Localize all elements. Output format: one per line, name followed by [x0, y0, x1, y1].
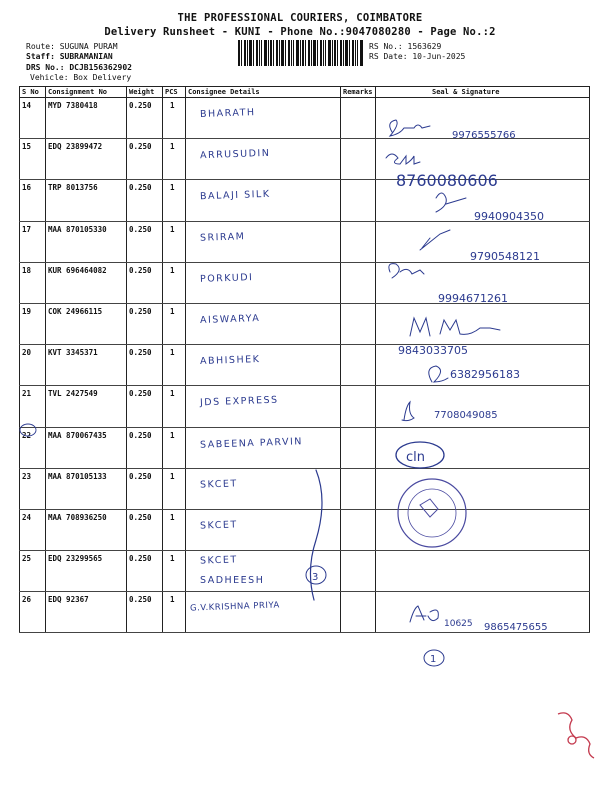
row-weight: 0.250: [129, 554, 152, 564]
col-remarks: Remarks: [341, 87, 376, 98]
row-weight: 0.250: [129, 306, 152, 316]
phone-16: 9940904350: [474, 210, 544, 223]
table-row: [20, 98, 590, 139]
row-consignee: G.V.KRISHNA PRIYA: [189, 600, 280, 614]
row-sno: 25: [22, 554, 32, 564]
row-consignee: ABHISHEK: [199, 354, 261, 368]
row-weight: 0.250: [129, 389, 152, 399]
row-remarks: [341, 139, 376, 180]
route-value: SUGUNA PURAM: [59, 42, 118, 51]
table-row: [20, 509, 590, 550]
row-signature: [376, 345, 590, 386]
row-remarks: [341, 509, 376, 550]
row-weight: 0.250: [129, 265, 152, 275]
row-signature: [376, 427, 590, 468]
row-weight: 0.250: [129, 142, 152, 152]
row-consignment: EDQ 23899472: [48, 142, 103, 152]
row-consignee: JDS EXPRESS: [199, 394, 279, 409]
row-consignee: PORKUDI: [199, 271, 254, 285]
row-pcs: 1: [170, 142, 175, 152]
row-weight: 0.250: [129, 512, 152, 522]
row-consignment: MAA 870067435: [48, 430, 107, 440]
runsheet-title: Delivery Runsheet - KUNI - Phone No.:9047080280 - Page No.:2: [104, 26, 496, 38]
row-consignment: EDQ 92367: [48, 595, 89, 605]
row-consignment: TRP 8013756: [48, 183, 98, 193]
row-remarks: [341, 427, 376, 468]
row-consignee: ARRUSUDIN: [199, 147, 271, 162]
row-remarks: [341, 345, 376, 386]
table-row: [20, 386, 590, 427]
row-remarks: [341, 386, 376, 427]
row-signature: [376, 468, 590, 509]
row-signature: [376, 592, 590, 633]
row-sno: 18: [22, 265, 32, 275]
vehicle-line: Vehicle: Box Delivery: [30, 73, 132, 82]
row-signature: [376, 303, 590, 344]
phone-17: 9790548121: [470, 250, 540, 263]
row-pcs: 1: [170, 306, 175, 316]
table-row: [20, 468, 590, 509]
row-pcs: 1: [170, 265, 175, 275]
row-consignment: COK 24966115: [48, 306, 103, 316]
phone-19: 9843033705: [398, 344, 468, 357]
table-row: [20, 551, 590, 592]
row-sno: 22: [22, 430, 32, 440]
row-signature: [376, 180, 590, 221]
staff-line: Staff: SUBRAMANIAN: [26, 52, 113, 61]
row-consignee: SKCET: [199, 478, 238, 491]
staff-value: SUBRAMANIAN: [59, 52, 113, 61]
row-sno: 15: [22, 142, 32, 152]
row-pcs: 1: [170, 224, 175, 234]
row-weight: 0.250: [129, 595, 152, 605]
table-row: [20, 592, 590, 633]
row-consignment: KVT 3345371: [48, 348, 98, 358]
row-sno: 17: [22, 224, 32, 234]
note-26: 10625: [444, 619, 473, 629]
row-consignment: EDQ 23299565: [48, 554, 103, 564]
row-consignee: SKCET: [199, 519, 238, 532]
row-pcs: 1: [170, 512, 175, 522]
row-signature: [376, 139, 590, 180]
phone-20: 6382956183: [450, 368, 520, 381]
row-remarks: [341, 262, 376, 303]
cln-note: cln: [406, 450, 425, 465]
bracket-count: 3: [312, 572, 319, 583]
rs-no-value: 1563629: [407, 42, 442, 51]
company-name: THE PROFESSIONAL COURIERS, COIMBATORE: [177, 12, 423, 24]
row-signature: [376, 98, 590, 139]
red-stamp-mark: [558, 713, 594, 758]
vehicle-value: Box Delivery: [73, 73, 132, 82]
circle-mark: [424, 650, 444, 666]
row-remarks: [341, 180, 376, 221]
row-signature: [376, 509, 590, 550]
page-circle-number: 1: [430, 654, 437, 665]
col-consignee: Consignee Details: [186, 87, 341, 98]
row-sno: 16: [22, 183, 32, 193]
row-sno: 19: [22, 306, 32, 316]
row-weight: 0.250: [129, 430, 152, 440]
row-pcs: 1: [170, 389, 175, 399]
drs-value: DCJB156362902: [69, 63, 132, 72]
table-row: [20, 180, 590, 221]
phone-26: 9865475655: [484, 622, 548, 633]
row-consignee: SABEENA PARVIN: [199, 435, 304, 451]
row-consignment: KUR 696464082: [48, 265, 107, 275]
phone-21: 7708049085: [434, 410, 498, 421]
rs-no-line: RS No.: 1563629: [369, 42, 442, 51]
table-row: [20, 221, 590, 262]
phone-15: 8760080606: [396, 171, 498, 190]
rs-date-value: 10-Jun-2025: [412, 52, 466, 61]
row-sno: 26: [22, 595, 32, 605]
row-sno: 21: [22, 389, 32, 399]
route-line: Route: SUGUNA PURAM: [26, 42, 118, 51]
col-pcs: PCS: [163, 87, 186, 98]
row-weight: 0.250: [129, 101, 152, 110]
col-consignment: Consignment No: [46, 87, 127, 98]
row-remarks: [341, 98, 376, 139]
runsheet-table: [19, 86, 590, 633]
row-consignment: MAA 870105330: [48, 224, 107, 234]
col-signature: Seal & Signature: [376, 87, 590, 98]
row-consignment: MAA 708936250: [48, 512, 107, 522]
row-sno: 23: [22, 471, 32, 481]
row-sno: 14: [22, 101, 32, 110]
row-consignment: TVL 2427549: [48, 389, 98, 399]
row-weight: 0.250: [129, 471, 152, 481]
row-remarks: [341, 551, 376, 592]
row-consignment: MYD 7380418: [48, 101, 98, 110]
table-row: [20, 139, 590, 180]
row-weight: 0.250: [129, 348, 152, 358]
row-sno: 24: [22, 512, 32, 522]
row-pcs: 1: [170, 554, 175, 564]
row-pcs: 1: [170, 101, 175, 110]
row-signature: [376, 221, 590, 262]
row-consignment: MAA 870105133: [48, 471, 107, 481]
phone-14: 9976555766: [452, 130, 516, 141]
rs-date-line: RS Date: 10-Jun-2025: [369, 52, 466, 61]
row-remarks: [341, 303, 376, 344]
row-weight: 0.250: [129, 224, 152, 234]
row-pcs: 1: [170, 430, 175, 440]
table-row: [20, 427, 590, 468]
row-remarks: [341, 221, 376, 262]
row-consignee: AISWARYA: [199, 312, 261, 326]
phone-18: 9994671261: [438, 292, 508, 305]
row-pcs: 1: [170, 471, 175, 481]
drs-line: DRS No.: DCJB156362902: [26, 63, 132, 72]
row-sno: 20: [22, 348, 32, 358]
row-remarks: [341, 592, 376, 633]
row-signature: [376, 386, 590, 427]
row-signature: [376, 551, 590, 592]
row-weight: 0.250: [129, 183, 152, 193]
row-consignee: SKCET: [199, 554, 238, 567]
table-row: [20, 303, 590, 344]
row-consignee-second: SADHEESH: [200, 575, 265, 587]
row-consignee: BHARATH: [199, 107, 256, 120]
barcode: [238, 40, 363, 66]
row-consignee: BALAJI SILK: [199, 189, 271, 203]
row-consignee: SRIRAM: [199, 230, 246, 244]
row-pcs: 1: [170, 183, 175, 193]
table-header-row: [20, 87, 590, 98]
row-remarks: [341, 468, 376, 509]
row-pcs: 1: [170, 595, 175, 605]
col-sno: S No: [20, 87, 46, 98]
col-weight: Weight: [127, 87, 163, 98]
row-pcs: 1: [170, 348, 175, 358]
table-row: [20, 345, 590, 386]
row-signature: [376, 262, 590, 303]
table-row: [20, 262, 590, 303]
